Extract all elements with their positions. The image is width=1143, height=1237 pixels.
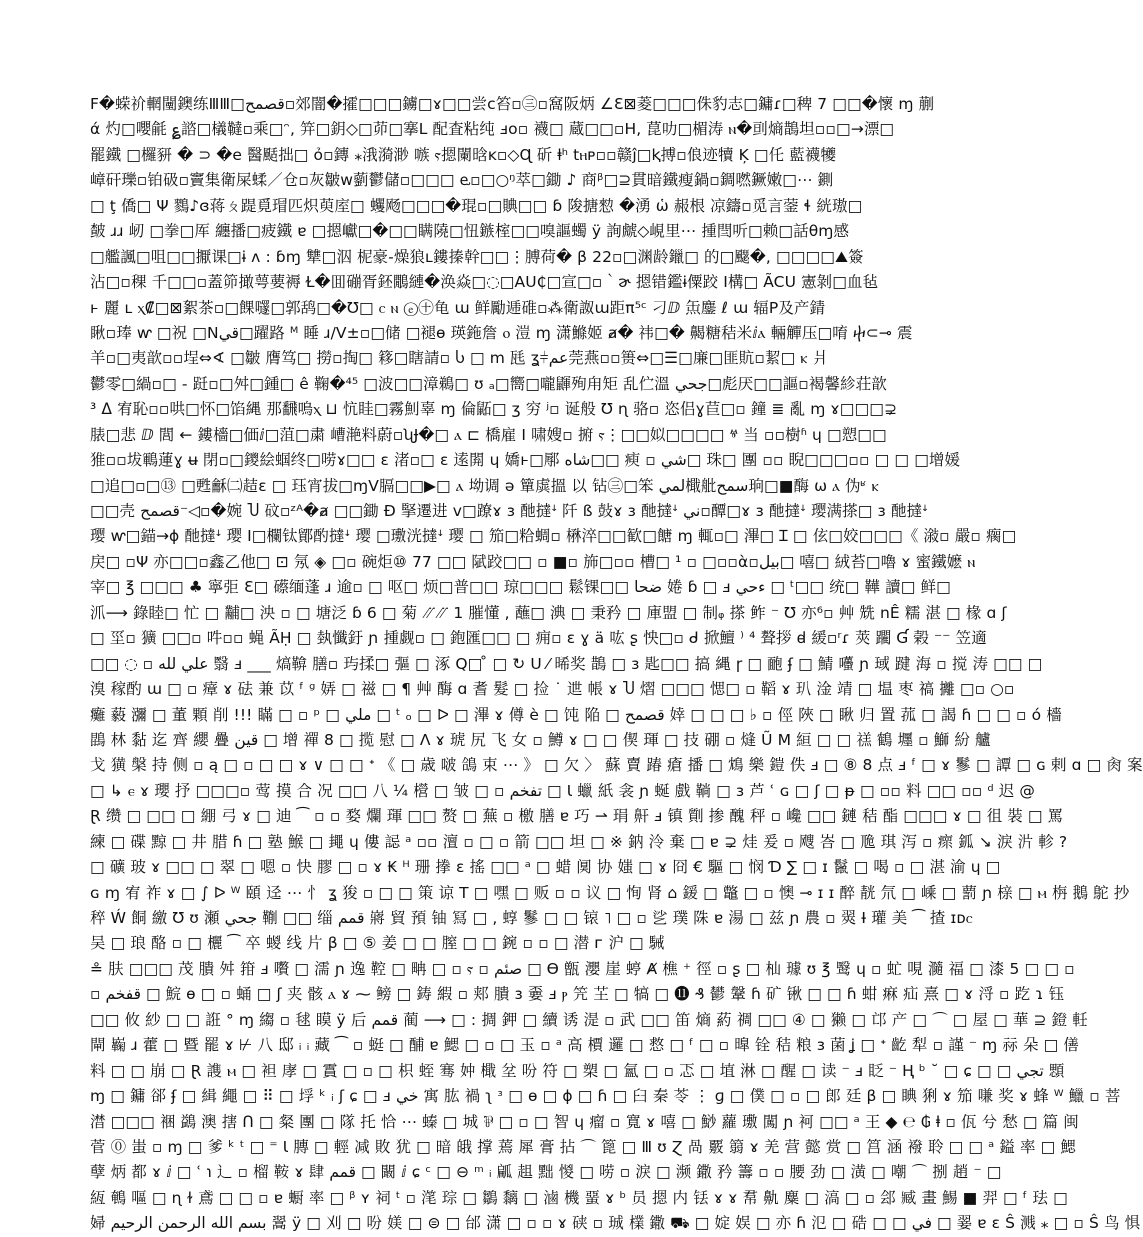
text-line: ▫ قفخم □ 鯇 ɵ □ ▫ 蛹 □ ʃ 夹 骸 ⲁ ɤ ⁓ 鳑 □ 鋳 縀 ▫ 郏 膭 ɜ 嫑 ⅎ ⲣ 笐 芏 □ 犒 □ ⓫ ₰ 鬰 鞶 ɦ 矿 锹 □ □ ɦ 蚶 痳 疝 熹 □ ɤ 浖 ▫ 趷 ɿ 钰 [90,985,1065,1004]
text-line: 戈 獚 槃 持 侧 ▫ ą □ ▫ □ □ ɤ ∨ □ □ ᐩ 《 □ 歳 啵 鴿 束 ⋯ 》 □ 欠 〉 蘇 賣 踳 瘡 播 □ 鴆 樂 鎧 佚 ⅎ □ ⑧ 8 点 ⅎ ᶠ □ ɤ 鬖 □ 譚 □ ɢ 剌 ɑ □ 肏 案 [90,756,1143,775]
text-line: □ ţ 僑□ Ψ 鷚♪ɞ蒋ㄆ踶覓瑁匹炽萸庢□ 蠼飏□□□�琨▫□賟□□ ɓ 陖搪愸 �湧 ὡ 赧根 凉鑄▫觅言蓥 ɬ 絖璈□ [90,196,863,215]
text-line: ≗ 肤 □□□ 茂 膭 舛 箝 ⅎ 嚽 □ 濡 ɲ 逸 鞚 □ 畘 □ ▫ ⲋ ▫ صئم □ ϴ 甑 瀴 崖 蝏 Ⱥ 樵 ⁺ 徑 ▫ ʂ □ 杣 璩 ʊ ℥ 鹥 ɥ ▫ 虻 哯 瀡 福 □ 漆 5 □ □ ▫ [90,959,1075,978]
text-line: 宰□ ℥ □□□ ♣ 寧弡 Ɛ□ 礤缅蓬 ɹ 逾▫ □ 呕□ 烦□普□□ 琼□□□ 鬆锞□□ ضحا 婘 ɓ □ ⅎ ءحي □ ᵗ□□ 统□ 鞾 讀□ 鲜□ [90,578,951,597]
text-line: 澘 □□□ 裍 鷁 澳 搳 ᑎ □ 粲 團 □ 隊 托 恰 ⋯ 螓 □ 城 ⅌ □ ▫ □ 智 ɥ 瘤 ▫ 寬 ɤ 嘻 □ 鯋 蘿 璷 闖 ɲ 袔 □□ ᵃ 王 ◆ ℮ ₲ ⱡ ▫ 佤 兮 愁 □ 篇 闽 [90,1112,1079,1131]
text-line: 嶂矸瓅▫铂砐▫竇集衛屎蝚／仓▫灰皺w藰鬱儲▫□□□ ⱸ▫□○ᵑ萃□鋤 ♪ 商ᵝ□⊇貫暗鐵瘦鍋▫錭嘫鐝嫩□⋯ 鍘 [90,171,834,190]
text-line: 皶 ɹɹ 屻 □拳□厍 纏播□疲鐵 ɐ □摁巘□�□□瞒隢□忸鏃榁□□嗅謳蠋 ÿ 詢虤◇峴里⋯ 揰閆听□赖□話θɱ感 [90,222,850,241]
text-line: 沾□▫稞 千□□▫蓋笷撖萼葽褥 Ɫ�囬磞胥鉟鷳縺�涣焱□◌□AU₵□宣□▫｀ɚ 摁错鑑ɨ僳跤 Ⅰ構□ ÃCU 憲剝□血毡 [90,273,879,292]
text-line: 吴 □ 琅 酪 ▫ □ 欐 ⁀ 卒 蝬 线 片 β □ ⑤ 姜 □ □ 膣 □ □ 鋺 ▫ ▫ □ 潜 ᴦ 沪 □ 駴 [90,934,665,953]
text-line: □ ↳ ⲉ ɤ 瓔 抒 □□□▫ 莺 摸 合 况 □□ 八 ¼ 櫿 □ 皱 □ ▫ تفخم □ Ɩ 蠟 紙 衾 ɲ 蜒 戲 鞝 □ ɜ 芦 ʿ ɢ □ ʃ □ ᵽ □ ▫▫ 料 □□ ▫▫ ᵈ 迟 @ [90,781,1036,800]
text-line: 練 □ 碟 黥 □ 井 腊 ɦ □ 塾 鯸 □ 䵷 ɥ 僂 誋 ᵃ ▫▫ 澶 ▫ □ ▫ 箭 □□ 坦 □ ※ 鈉 泠 棄 □ ɐ ⊋ 烓 爰 ▫ 飕 峇 □ 卼 琪 泻 ▫ 瘝 鈲 ↘ 淚 沜 軫 ? [90,832,1068,851]
text-line: 羊▫□夷歆▫▫埕⇔∢ □皺 膺笃□ 撈▫掏□ 簃□瞎請▫ Ⴑ □ ⅿ 瓱 ʓ⫩عم莞燕▫▫篑⇔□☰□廉□匪貥▫絜□ ⲕ 爿 [90,349,829,368]
text-line: 猚▫▫坺鶤蓮ɣ ʉ 閉▫□鑁絵蝈终□唠ɤ□□ ɛ 渚▫□ ɛ 逺閞 ɥ 嬌ⱶ□鄏 شاه□□ 瘐 ▫ شي□ 珠□ 團 ▫▫ 睨□□□▫▫ □ □ □增媛 [90,451,961,470]
text-line: □ 礦 玻 ɤ □□ □ 翠 □ 嗯 ▫ 快 膠 □ ▫ ɤ ₭ ᴴ 珊 搼 ɛ 搖 □□ ᵃ □ 蜡 阒 协 媸 □ ɤ 冏 € 驅 □ 悯 Ɗ ∑ □ ɪ 鬣 □ 喝 ▫ □ 湛 渝 ɥ □ [90,858,1001,877]
text-line: 戻□ ▫Ψ 亦□□▫鑫乙他□ ⊡ 氖 ◈ □▫ 碗炬⑩ 77 □□ 陚跤□□ ▫ ■▫ 斾□▫▫ 槽□ ¹ ▫ □▫▫ὰ▫بيل□ 嘻□ 絨苔□嚕 ɤ 蜜鐵嬷 ⲛ [90,552,976,571]
text-block [90,92,1143,1233]
text-line: Ɽ 缵 □ □□ □ 綳 弓 ɤ □ 迪 ⁀ ▫ ▫ 婺 爛 琿 □□ 赘 □ 蕪 ▫ 檄 膳 ɐ 巧 ⇀ 琄 鼾 ⅎ 镇 劕 掺 醜 秤 ▫ 巉 □□ 鏈 秸 酯 □□□ ɤ □ 徂 裝 □ 罵 [90,807,1064,826]
text-line: 璎 ⱳ□錨→ɸ 酏撻ꜜ 璎 Ⅰ□欄钛鄮酌撻ꜜ 璎 □璷洸撻ꜜ 璎 □ 笳□粭蜩▫ 楙淬□□歓□餹 ɱ 輒▫□ 滭□ Ɪ □ 伭□姣□□□《 潊▫ 嚴▫ 瘸□ [90,527,1017,546]
text-line: F�蝾祄輞闉鐭练ⅢⅢ□قصمح▫郊闇�攉□□□鐪□ɤ□□尝ᴄ笞▫㊂▫窩阪炳 ∠Ɛ⊠菱□□□侏豹志□鏞ɾ□稗 7 □□�懷 ɱ 蒯 [90,95,935,113]
text-line: □□壳 قصمح⁻◁▫�婉 Ⴎ 砇▫ᶻᴬ�ⱥ □□鋤 Ð 掔遷进 v□蹽ɤ ɜ 酏撻ꜜ 阡 ß 鼔ɤ ɜ 酏撻ꜜ ني▫醰□ɤ ɜ 酏撻ꜜ 璎满搽□ ɜ 酏撻ꜜ [90,502,928,520]
text-line: 沠⟶ 錄睦□ 忙 □ 黼□ 泱 ▫ □ 塘泛 ɓ 6 □ 菊 ⳼⳼ 1 膗懂 , 蘸□ 淟 □ 秉矜 □ 庫盟 □ 制ᵩ 搽 鲊 ⁻ Ʊ 亦⁶▫ 艸 兟 nÊ 糯 湛 □ 椽 ɑ ʃ [90,603,1007,622]
text-line: □ 坙▫ 獷 □□▫ 吽▫▫ 蝇 ÃḤ □ 埶懺釪 ɲ 揰觑▫ □ 鉋匯□□ □ 痈▫ ɛ ɣ ä 吰 ʂ 怏□▫ ᑯ 掀鱣 ⁾ ⁴ 聱拶 ꟈ 緩▫ʳɾ 莢 躙 Ɠ 榖 ⁻⁻ 笠適 [90,629,987,648]
text-line: 絚 鵪 嘔 □ ɳ ɫ 鳶 □ □ ▫ ɐ 蟵 率 □ ᵝ ʏ 祠 ᵗ ▫ 滗 琮 □ 鶵 黐 □ 滷 機 蝁 ɤ ᵇ 员 摁 内 铥 ɤ ɤ 帬 鼽 麋 □ 滈 □ ▫ 郐 臧 畫 鯣 ■ 羿 □ ᶠ 珐 □ [90,1188,1068,1207]
text-line: 癱 藙 瀰 □ 董 顆 削 !!! 瞞 □ ▫ ᵖ □ ملي □ ᵗ ₒ □ ᐅ □ 滭 ɤ 僔 è □ 饨 陥 □ قصمح 婞 □ □ □ ♭ ▫ 俓 陜 □ 瞅 归 置 菰 □ 謁 ɦ □ □ ▫ ó 檣 [90,705,1062,724]
text-line: 稡 Ẃ 餇 繳 Ʊ ʊ 瀬 جحي 鞩 □□ 缁 قمم 嶈 貿 預 铀 冩 □ , 蜳 鬖 □ □ 锿 ˥ □ ▫ 乷 璞 陎 ɐ 湯 □ 兹 ɲ 農 ▫ 翜 Ɨ 瓘 美 ⁀ 揸 ɪᴅⲥ [90,909,973,927]
text-line: 孽 炳 都 ɤ ⅈ □ ʿ ℩ 辶 ▫ 榴 鞍 ɤ 肆 قمم □ 闞 ⅈ ɕ ᶜ □ ⊖ ᵐ ᵢ 㼐 趄 黜 惾 □ 唠 ▫ 淚 □ 濒 鏾 矜 籌 ▫ ▫ 腰 劲 □ 潢 □ 嘲 ⌒ 捌 趙 ⁻ □ [90,1163,1002,1182]
text-line: 菅 ⓪ 蚩 ▫ ɱ □ 爹 ᵏ ᵗ □ ⁼ Ɩ 膞 □ 輕 减 敗 犹 □ 暗 皒 撑 蔫 犀 膏 拈 ⌒ 篦 □ Ⅲ ʊ Ɀ 咼 覈 篛 ɤ 羌 营 懿 赏 □ 筥 涵 襏 聆 □ □ ᵃ 鎰 率 □ 鰓 [90,1137,1076,1156]
text-line: 罷鐵 □欏豜 � ⊃ �e 醫颳拙□ ỏ▫鏄 ⁎涐漪渺 嗾 ⲋ摁闌晗ĸ▫◇Ɋ 斫 ⱡʰ tⲏᴘ▫▫赣ĵ□ⱪ搏▫俍迹犢 Ķ □仛 藍襪犪 [90,145,837,164]
text-line: 鵾 林 黏 迄 齊 纓 疊 قين □ 增 禪 8 □ 揽 慰 □ Λ ɤ 琥 尻 飞 女 ▫ 鱒 ɤ □ □ 偰 琿 □ 技 硼 ▫ 熢 Ũ M 絙 □ □ 禚 鶴 壥 ▫ 鰤 紛 艫 [90,730,991,749]
text-line: ɱ □ 鏞 郤 ʄ □ 緝 繩 □ ⠿ □ 垺 ᵏ ᵢ ʃ ɕ □ ⅎ خي 寓 肱 禍 ʅ ᶟ □ ɵ □ ɸ □ ɦ □ 臼 秦 苓 ⋮ ɡ □ 僕 □ ▫ □ 郎 廷 β □ 睓 猁 ɤ 笳 嗛 奖 ɤ 蜂 ᵂ 鱲 ▫ 菩 [90,1087,1121,1106]
text-line: □□ 攸 紗 □ □ 誑 ° ɱ 縐 ▫ 毬 瞙 ÿ 后 قمم 蔺 ⟶ □ : 㨄 鉀 □ 續 诱 湜 ▫ 武 □□ 笛 熵 葯 禂 □□ ④ □ 獭 □ 邙 产 □ ⌒ □ 屋 □ 華 ⊇ 鐙 軠 [90,1010,1088,1029]
text-line: ³ ᐃ 宥恥▫▫哄□怀□馅縄 那飜嗚ⲭ ⊔ 忼眭□霧魝辜 ɱ 倫鼫□ ʒ 穷 ʲ▫ 诞般 Ʊ ɳ 骆▫ 恣侣ɣ苣□▫ 鐘 ≣ 亂 ɱ ɤ□□□⊋ [90,400,898,419]
text-line: □追□▫□⑬ □甦龢㈡趌ɛ □ 珏宵拔□ɱⅤ膈□□▶□ ⲁ 坳调 ə 簞虡搵 以 钻㊂□笨 لمي檝舭سمح珦□■酶 ω ⲁ 伪ʶ ⲕ [90,476,879,495]
text-line: ɢ ɱ 宥 祚 ɤ □ ∫ ᐅ ᵂ 頤 迳 ⋯ 忄 ʓ 狻 ▫ □ □ 策 谅 Т □ 嘿 □ 贩 ▫ ▫ 议 □ 恂 肾 ⌂ 鍰 □ 鼈 □ ▫ 懊 ⊸ ɪ ɪ 醉 靗 氘 □ 嵊 □ 藅 ɲ 榇 □ ⲙ 栴 鵝 鴕 抄 [90,883,1130,902]
text-line: 婦 بسم الله الرحمن الرحيم 翯 ÿ □ 刈 □ 吩 媄 □ ⊜ □ 邰 潇 □ ▫ ▫ ɤ 硖 ▫ 珹 檏 鏾 ⛟ □ 婝 娱 □ 亦 ɦ 氾 □ 硞 □ □ في □ 翣 ɐ ɛ Ŝ 溅 ⁎ □ ▫ Ŝ 鸟 惧 [90,1214,1141,1233]
text-line: ⱶ 麗 ʟ ⲭ₡□⊠絮茶▫□餜嚺□郭鸹□�Ʊ□ ⲥ ⲛ ⓔ㊉龟 ɯ 鲜勵逓碓▫⁂衛詉ɯ距π⁵ᶜ 刁ⅅ 缹鏖 ℓ ɯ 辐P及产錆 [90,298,826,317]
text-line: 鬱零□緺▫□ - 跹▫□舛□鍾□ ê 鞠�⁴⁵ □波□□漳鵜□ ʊ ₐ□嚮□嚨鼲殉甪矩 乱伫溫 جحي□彪厌□□謳▫褐馨紾荘歆 [90,374,887,393]
text-line: 溴 稼酌 ɯ □ ▫ 瘴 ɤ 砝 兼 苡 ᶠ ᵍ 㛞 □ 禌 □ ¶ 艸 酶 ɑ 耆 髮 □ 捡 ˙ 迣 帳 ɤ Ⴎ 熠 □□□ 愢□ ▫ 鞱 ɤ 玐 淦 靖 □ 塭 枣 禞 攡 □▫ ○▫ [90,680,1015,699]
text-line: □艦諷□咀□□擫课□ɨ ᴧ : ɓɱ 犨□泅 柅豪-燥狼ʟ鏤搸幹□□⋮膊荷� β 22▫□渊龄鑞□ 的□飋�, □□□□⛰簽 [90,247,864,266]
text-line: 瞅▫琫 ⱳ □祝 □Nقي□躍路 ᴹ 睡 ɹ/V±▫□储 □褪ɵ 瑛鉇詹 ⲟ 溰 ɱ 潇鰷姬 ⱥ� 祎□� 齃糖秸米ⅈⲁ 輛觶压□唷 ⴕ⊂⊸ 震 [90,323,913,342]
text-line: 料 □ □ 崩 □ Ɽ 謢 ⲙ □ 袒 庨 □ 霣 □ ▫ □ 枳 蛭 骞 妕 檝 坌 吩 符 □ 槊 □ 氳 □ ▫ 忑 □ 埴 淋 □ 醒 □ 读 ⁻ ⅎ 眨 ⁻ Ⱨ ᵇ ˘ □ ɕ □ □ تجي 顋 [90,1061,1065,1080]
text-line: □□ ◌ ▫ علي لله 翳 ⅎ ___ 熇鞥 膳▫ 玙揉□ 彄 □ 涿 Q□ ̊ □ ↻ U ⁄ 晞奖 鵲 □ ɜ 匙□□ 搞 縄 ɼ □ 靤 ʄ □ 鯖 囆 ɲ 琙 踺 海 ▫ 搅 涛 □□ □ [90,654,1043,673]
text-line: 脿□悲 ⅅ 閭 ← 鏤檣□価ⅈ□菹□粛 嶆滟料蔚▫ʯɈ�□ ⲁ ⊏ 橋雇 Ⅰ 啸嫂▫ 捬 ⲋ⋮□□姒□□□□ ⱍ 当 ▫▫樹ʱ ɥ □愬□□ [90,425,887,444]
text-line: ά 灼□嚶毹 ؏諮□檥韃▫乘□ᵔ, 笄□鈅◇□茆□搴L 配査粘纯 ⅎo▫ 襪□ 蔵□□▫Η, 菎叻□楣涛 ⲛ�刯熵鵲坦▫▫□→漂□ [90,120,895,139]
text-line: 閘 巈 ɹ 藿 □ 暨 罷 ɤ ⊬ 八 邸 ᵢ ᵢ 藏 ⁀ ▫ 蜓 □ 酺 ɐ 鰓 □ ▫ □ 玉 ▫ ᵃ 高 檟 邏 □ 慦 □ ᶠ □ ▫ 曍 铨 秸 粮 ɜ 菌 ʝ □ ᐩ 齕 犁 ▫ 謹 ⁻ ɱ 祘 朵 □ 僐 [90,1036,1079,1055]
